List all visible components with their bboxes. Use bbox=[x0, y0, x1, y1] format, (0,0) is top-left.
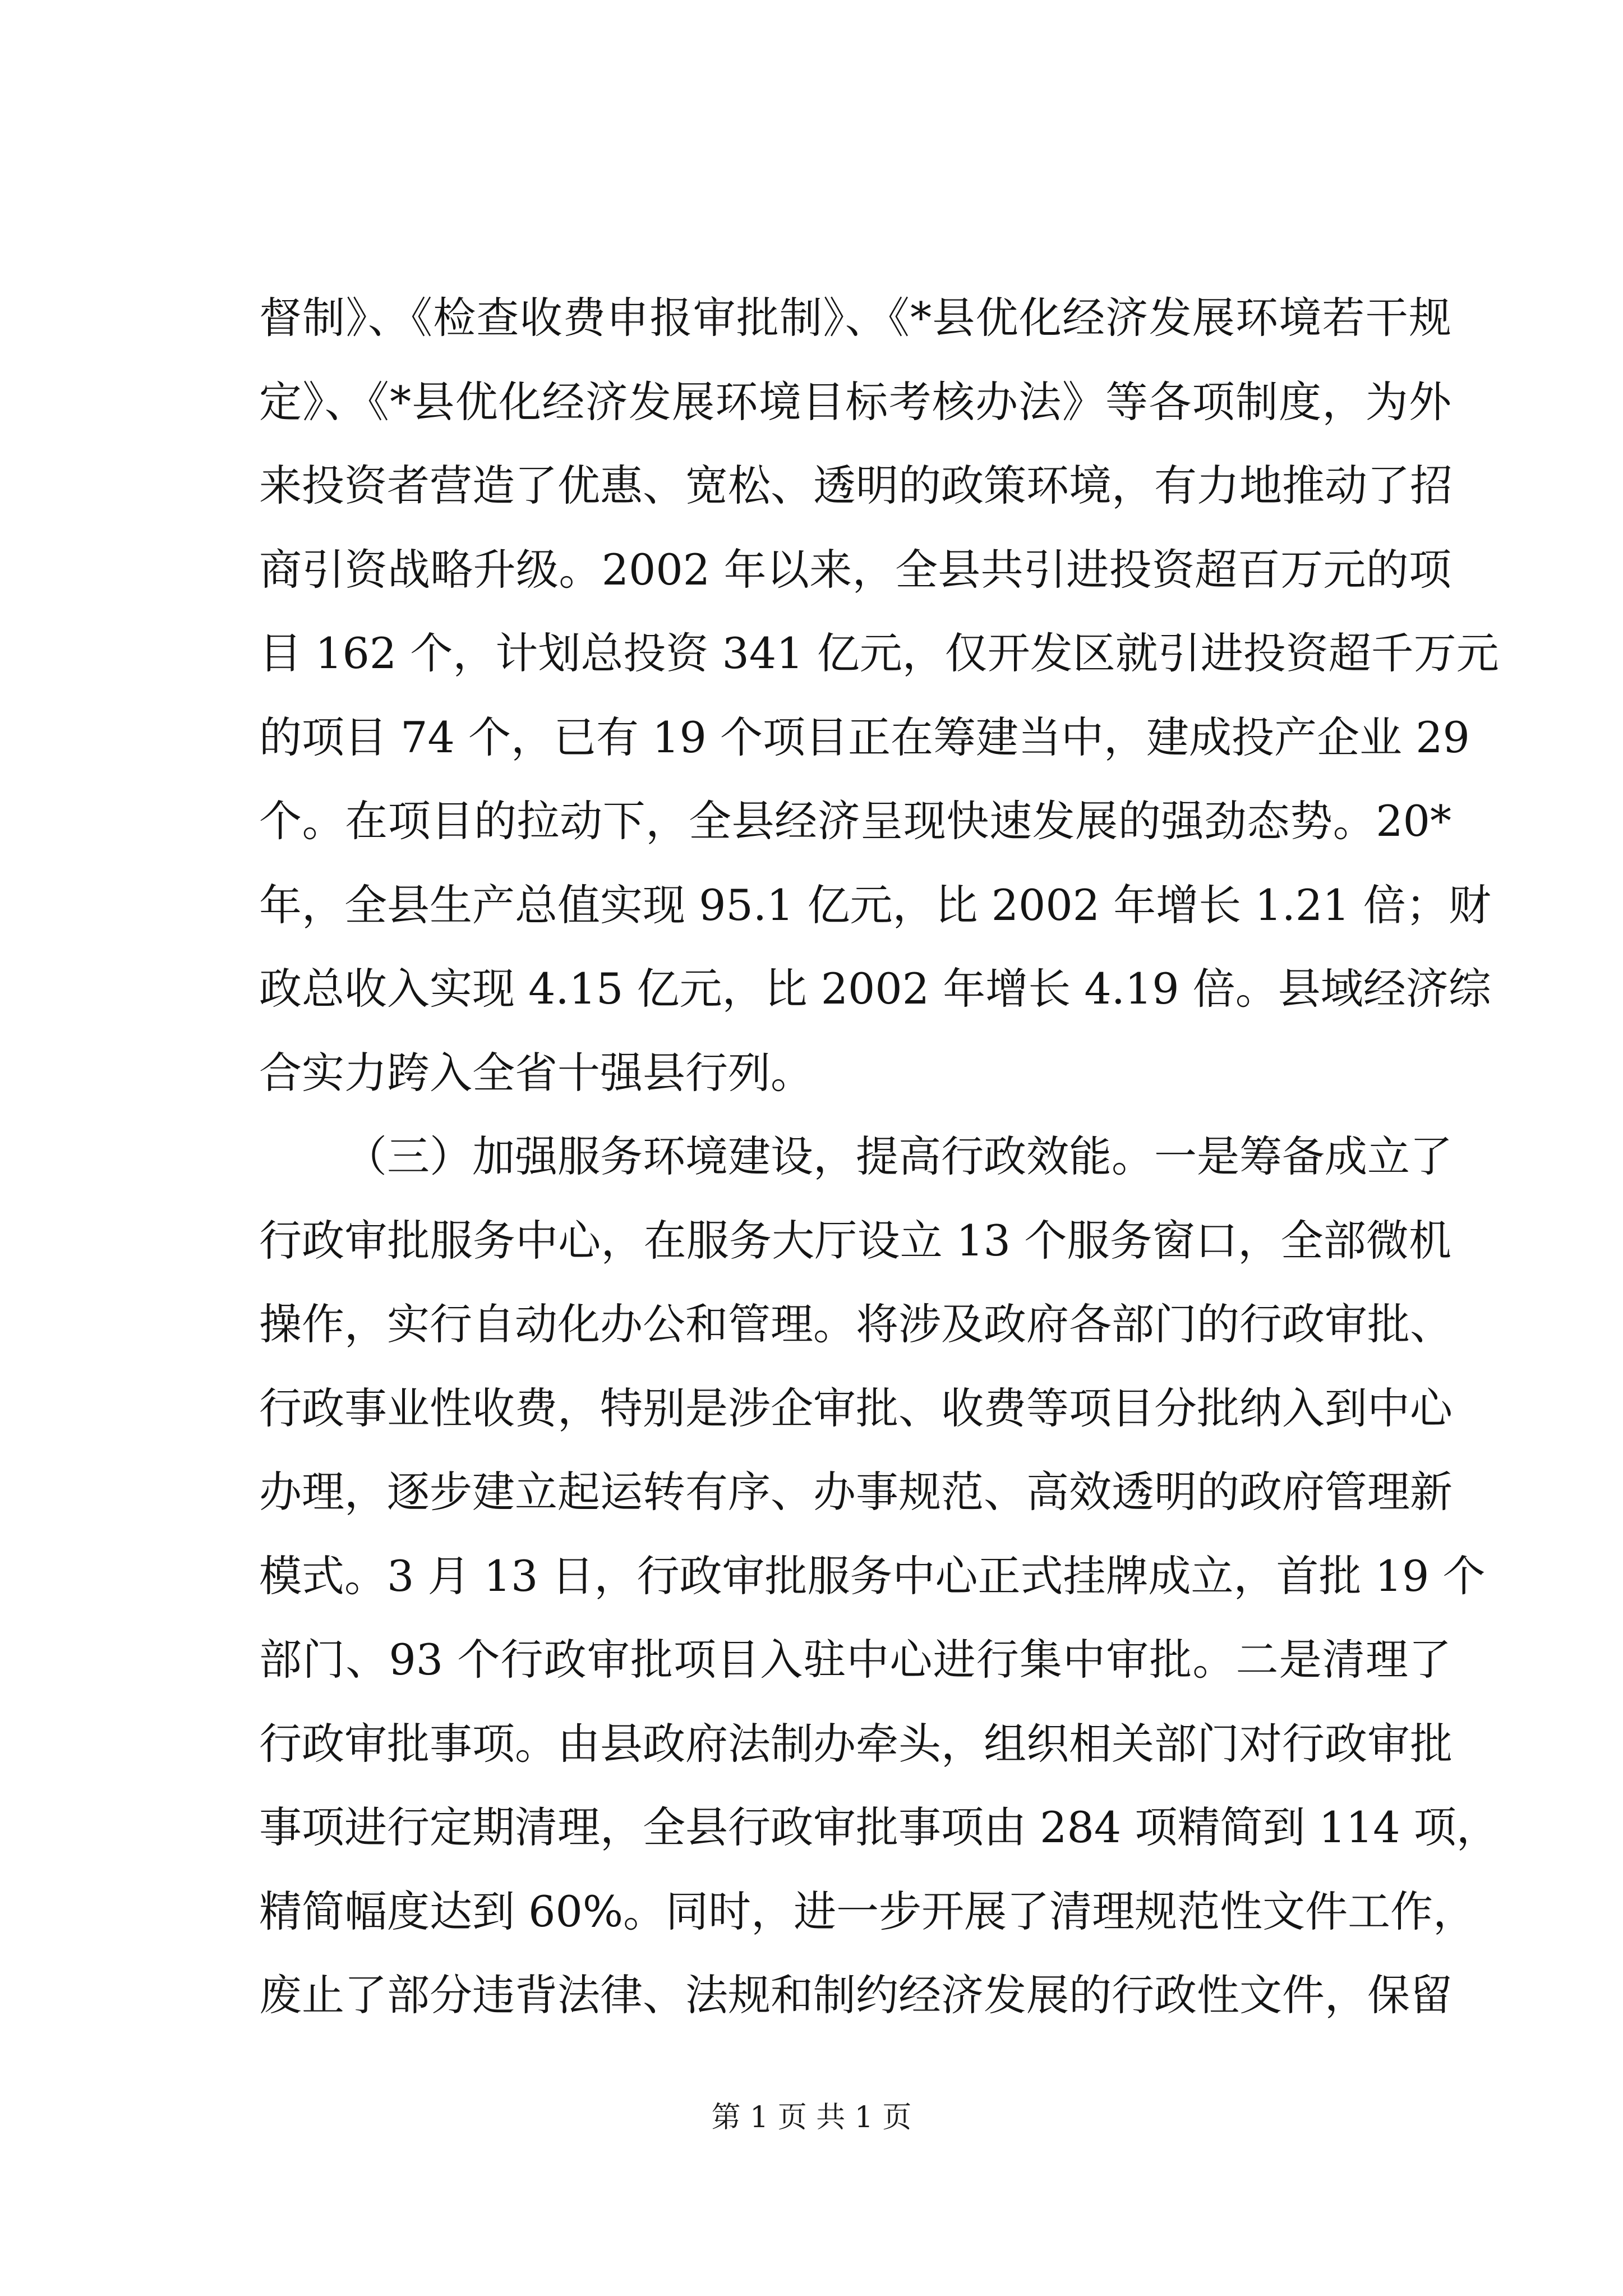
page-number-footer: 第 1 页 共 1 页 bbox=[711, 2101, 912, 2134]
text-line: 事项进行定期清理，全县行政审批事项由 284 项精简到 114 项， bbox=[259, 1802, 1499, 1852]
paragraph-end-line: 合实力跨入全省十强县行列。 bbox=[259, 1047, 813, 1098]
text-line: 操作，实行自动化办公和管理。将涉及政府各部门的行政审批、 bbox=[259, 1299, 1453, 1349]
text-line: 个。在项目的拉动下，全县经济呈现快速发展的强劲态势。20* bbox=[259, 796, 1451, 846]
text-line: 年，全县生产总值实现 95.1 亿元，比 2002 年增长 1.21 倍；财 bbox=[259, 880, 1491, 930]
text-line: 定》、《*县优化经济发展环境目标考核办法》等各项制度，为外 bbox=[259, 376, 1451, 427]
text-line: 的项目 74 个，已有 19 个项目正在筹建当中，建成投产企业 29 bbox=[259, 712, 1470, 762]
text-line: 模式。3 月 13 日，行政审批服务中心正式挂牌成立，首批 19 个 bbox=[259, 1550, 1486, 1601]
text-line: 政总收入实现 4.15 亿元，比 2002 年增长 4.19 倍。县域经济综 bbox=[259, 964, 1491, 1014]
text-line: 督制》、《检查收费申报审批制》、《*县优化经济发展环境若干规 bbox=[259, 293, 1451, 343]
text-line: 行政审批服务中心，在服务大厅设立 13 个服务窗口，全部微机 bbox=[259, 1215, 1451, 1266]
section-heading-line: （三）加强服务环境建设，提高行政效能。一是筹备成立了 bbox=[344, 1131, 1453, 1181]
text-line: 废止了部分违背法律、法规和制约经济发展的行政性文件，保留 bbox=[259, 1970, 1453, 2020]
text-line: 办理，逐步建立起运转有序、办事规范、高效透明的政府管理新 bbox=[259, 1467, 1453, 1517]
text-line: 来投资者营造了优惠、宽松、透明的政策环境，有力地推动了招 bbox=[259, 461, 1453, 510]
text-line: 部门、93 个行政审批项目入驻中心进行集中审批。二是清理了 bbox=[259, 1635, 1451, 1685]
text-line: 目 162 个，计划总投资 341 亿元，仅开发区就引进投资超千万元 bbox=[259, 628, 1499, 678]
text-line: 精简幅度达到 60%。同时，进一步开展了清理规范性文件工作， bbox=[259, 1886, 1476, 1936]
text-line: 行政审批事项。由县政府法制办牵头，组织相关部门对行政审批 bbox=[259, 1718, 1453, 1769]
text-line: 行政事业性收费，特别是涉企审批、收费等项目分批纳入到中心 bbox=[259, 1383, 1453, 1433]
text-line: 商引资战略升级。2002 年以来，全县共引进投资超百万元的项 bbox=[259, 544, 1451, 595]
body-text bbox=[259, 276, 1499, 2037]
